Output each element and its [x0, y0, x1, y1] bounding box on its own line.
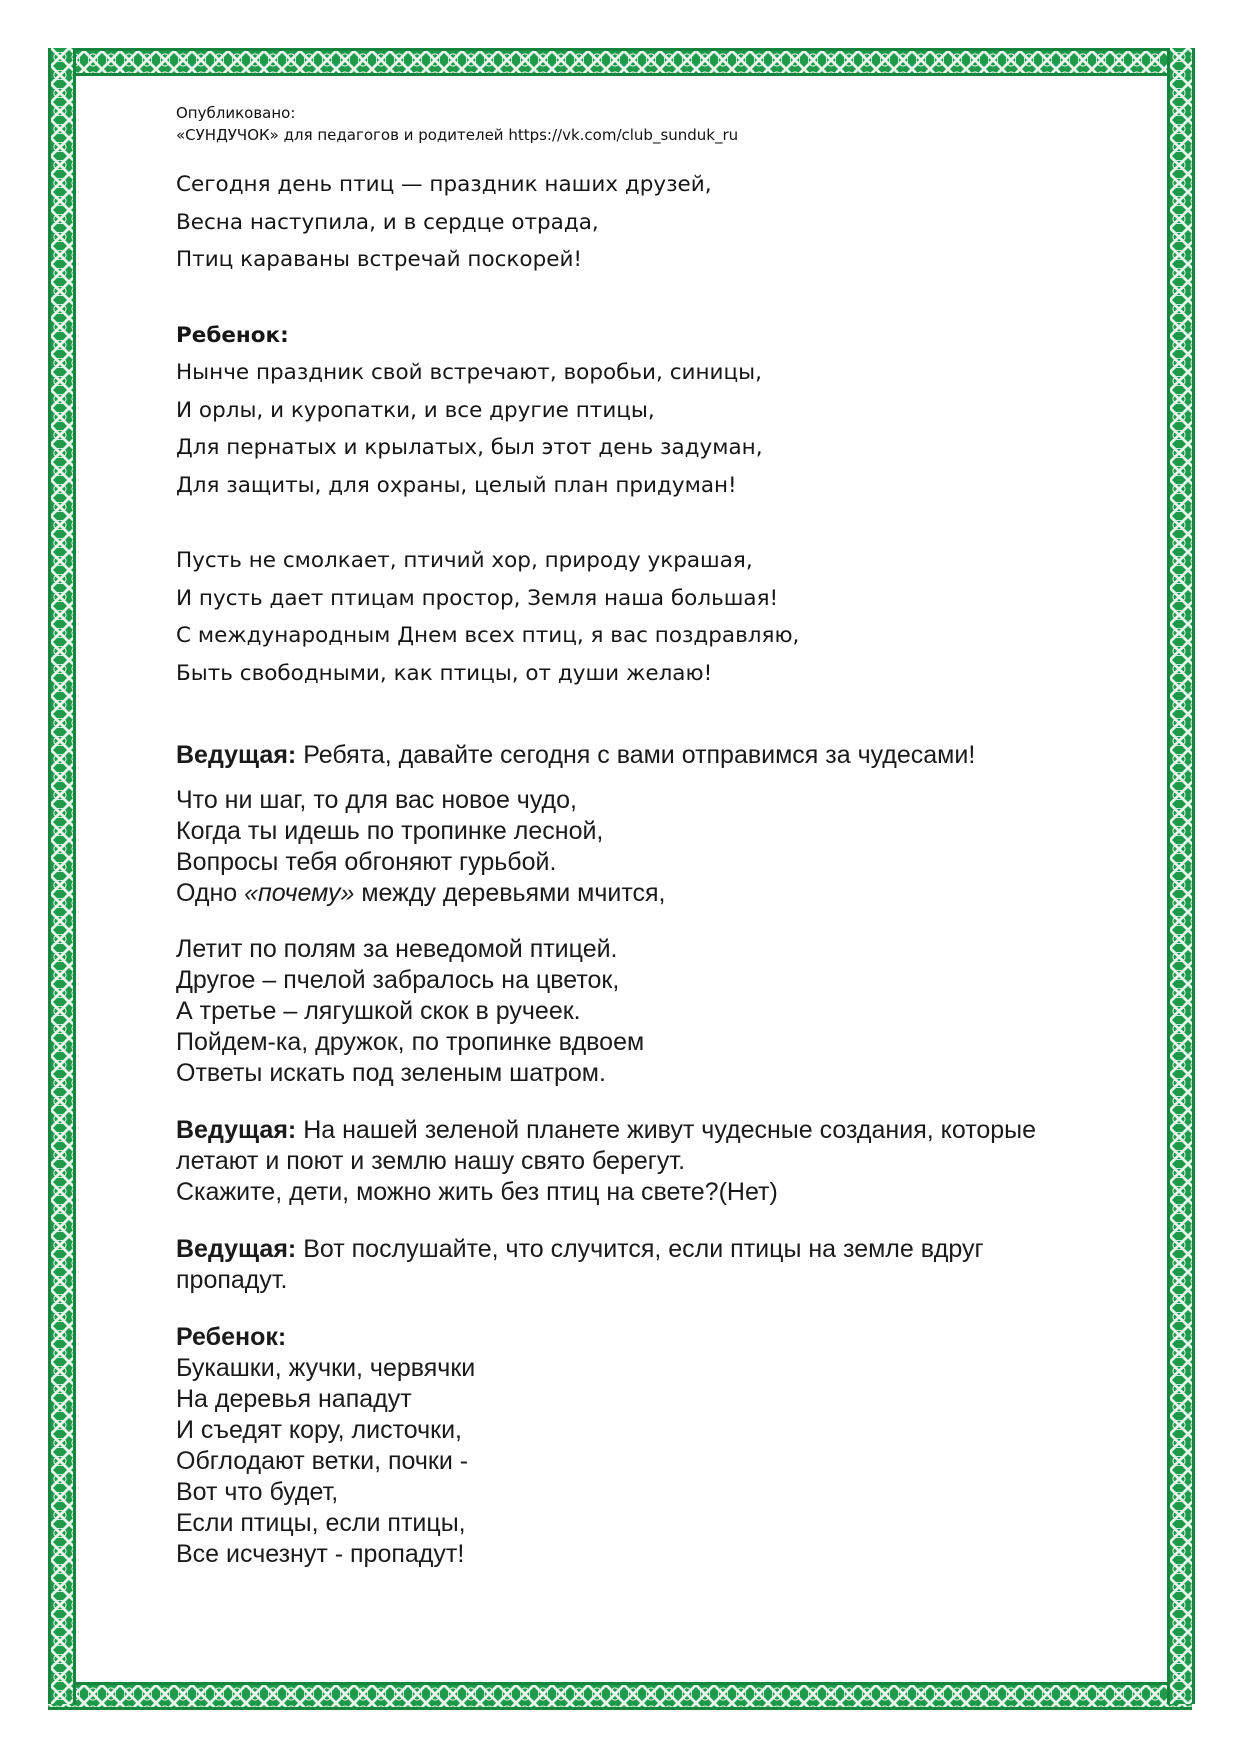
frame-left-border — [48, 48, 76, 1704]
poem-line: Другое – пчелой забралось на цветок, — [176, 966, 620, 994]
speaker-label-host: Ведущая: — [176, 1116, 297, 1144]
host-text: На нашей зеленой планете живут чудесные создания, которые — [296, 1116, 1037, 1144]
frame-bottom-border — [48, 1682, 1192, 1710]
published-label: Опубликовано: — [176, 104, 296, 122]
poem-line: Нынче праздник свой встречают, воробьи, синицы, — [176, 360, 762, 385]
poem-line: Вот что будет, — [176, 1478, 339, 1506]
host-text: пропадут. — [176, 1266, 288, 1294]
poem-line: Обглодают ветки, почки - — [176, 1447, 469, 1475]
poem-line: И пусть дает птицам простор, Земля наша большая! — [176, 585, 779, 611]
poem-line: Для защиты, для охраны, целый план придуман! — [176, 472, 737, 498]
poem-line: Если птицы, если птицы, — [176, 1509, 466, 1537]
published-source: «СУНДУЧОК» для педагогов и родителей https://vk.com/club_sunduk_ru — [176, 126, 739, 144]
poem-line: Букашки, жучки, червячки — [176, 1354, 476, 1382]
host-text: Скажите, дети, можно жить без птиц на свете?(Нет) — [176, 1178, 778, 1206]
host-text: Вот послушайте, что случится, если птицы на земле вдруг — [296, 1235, 984, 1263]
poem-line: Когда ты идешь по тропинке лесной, — [176, 817, 604, 845]
poem-line: Вопросы тебя обгоняют гурьбой. — [176, 848, 557, 876]
poem-line: Пойдем-ка, дружок, по тропинке вдвоем — [176, 1028, 645, 1056]
poem-line: Ответы искать под зеленым шатром. — [176, 1059, 606, 1087]
host-remark — [176, 1115, 1136, 1146]
speaker-label-child: Ребенок: — [176, 1323, 287, 1351]
speaker-label-host: Ведущая: — [176, 741, 297, 769]
speaker-label-child: Ребенок: — [176, 322, 289, 348]
host-remark — [176, 740, 1136, 771]
poem-line: Летит по полям за неведомой птицей. — [176, 935, 618, 963]
host-remark — [176, 1234, 1136, 1265]
poem-line: На деревья нападут — [176, 1385, 412, 1413]
poem-line: Сегодня день птиц — праздник наших друзей, — [176, 172, 712, 197]
poem-line: Одно «почему» между деревьями мчится, — [176, 879, 666, 907]
poem-line: А третье – лягушкой скок в ручеек. — [176, 997, 581, 1025]
poem-line: И орлы, и куропатки, и все другие птицы, — [176, 397, 655, 423]
page-content — [176, 100, 1136, 1570]
poem-intro — [176, 166, 1136, 692]
script-section — [176, 740, 1136, 1570]
published-header — [176, 102, 1136, 146]
host-text: летают и поют и землю нашу свято берегут. — [176, 1147, 686, 1175]
poem-line: Птиц караваны встречай поскорей! — [176, 247, 583, 272]
poem-line: Пусть не смолкает, птичий хор, природу украшая, — [176, 548, 753, 573]
poem-line: Для пернатых и крылатых, был этот день задуман, — [176, 435, 763, 460]
speaker-label-host: Ведущая: — [176, 1235, 297, 1263]
poem-line: Весна наступила, и в сердце отрада, — [176, 209, 599, 235]
frame-right-border — [1167, 48, 1195, 1704]
poem-line: Что ни шаг, то для вас новое чудо, — [176, 786, 577, 814]
poem-line: Быть свободными, как птицы, от души желаю! — [176, 660, 713, 686]
host-text: Ребята, давайте сегодня с вами отправимся за чудесами! — [296, 741, 976, 769]
frame-top-border — [48, 48, 1192, 76]
poem-line: Все исчезнут - пропадут! — [176, 1540, 465, 1568]
poem-line: С международным Днем всех птиц, я вас поздравляю, — [176, 623, 800, 648]
poem-line: И съедят кору, листочки, — [176, 1416, 462, 1444]
